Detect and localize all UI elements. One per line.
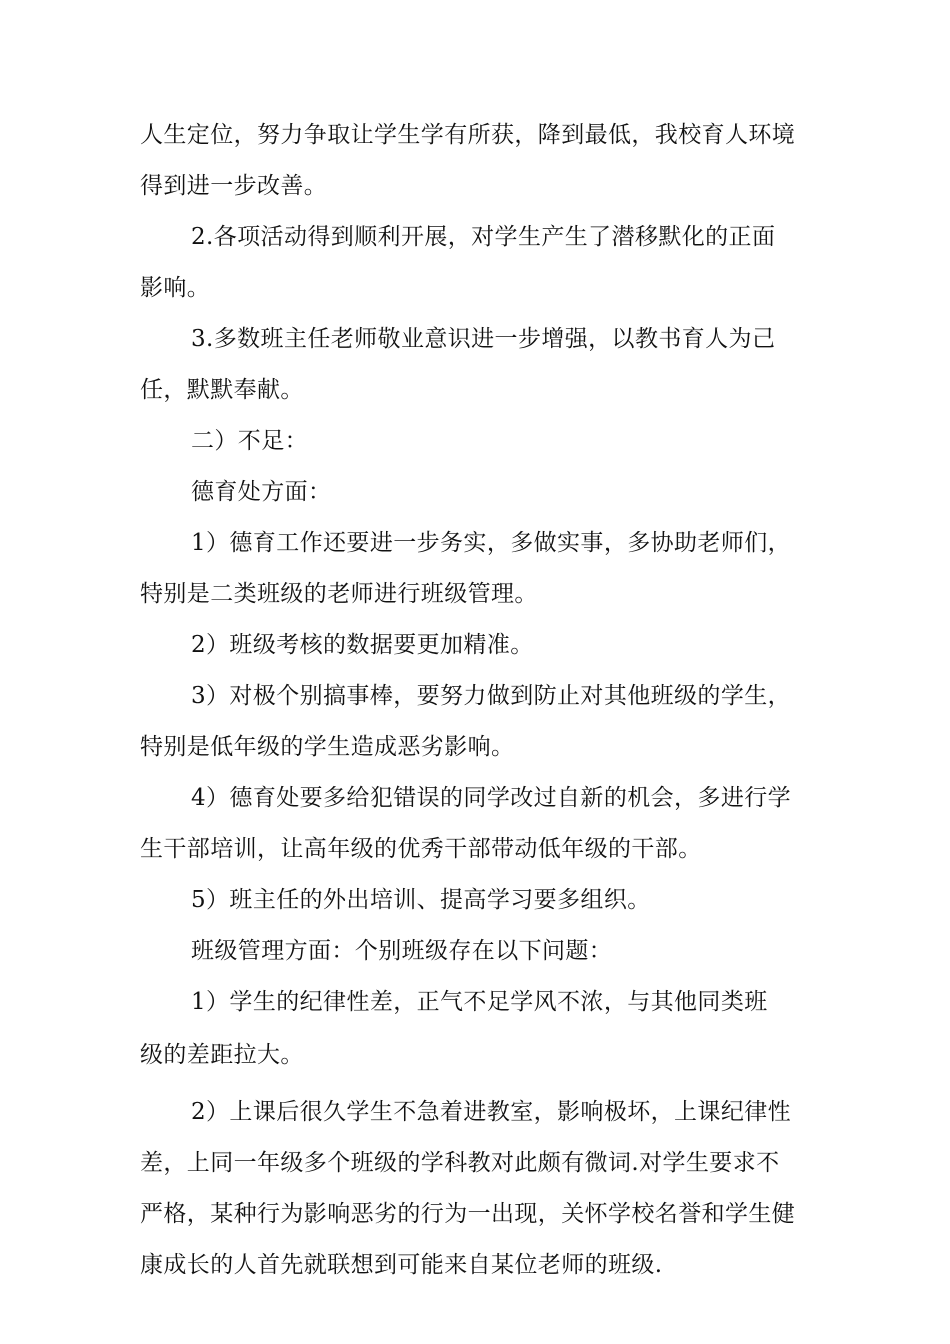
text-line: 级的差距拉大。: [140, 1042, 304, 1068]
text-line: 影响。: [140, 275, 211, 301]
text-line: 得到进一步改善。: [140, 173, 328, 199]
list-item-2: 2）上课后很久学生不急着进教室，影响极坏，上课纪律性: [191, 1099, 792, 1125]
list-item-2: 2）班级考核的数据要更加精准。: [191, 632, 534, 658]
list-item-4: 4）德育处要多给犯错误的同学改过自新的机会，多进行学: [191, 785, 792, 811]
list-item-3: 3）对极个别搞事棒，要努力做到防止对其他班级的学生，: [191, 683, 792, 709]
section-heading-shortcomings: 二）不足：: [191, 428, 308, 454]
text-line: 特别是二类班级的老师进行班级管理。: [140, 581, 538, 607]
list-item-2: 2.各项活动得到顺利开展，对学生产生了潜移默化的正面: [191, 224, 776, 250]
list-item-1: 1）学生的纪律性差，正气不足学风不浓，与其他同类班: [191, 989, 768, 1015]
text-line: 严格，某种行为影响恶劣的行为一出现，关怀学校名誉和学生健: [140, 1201, 796, 1227]
text-line: 任，默默奉献。: [140, 377, 304, 403]
subheading-class-management: 班级管理方面：个别班级存在以下问题：: [191, 938, 613, 964]
list-item-1: 1）德育工作还要进一步务实，多做实事，多协助老师们，: [191, 530, 792, 556]
text-line: 特别是低年级的学生造成恶劣影响。: [140, 734, 515, 760]
subheading-moral-education-office: 德育处方面：: [191, 479, 332, 505]
list-item-5: 5）班主任的外出培训、提高学习要多组织。: [191, 887, 651, 913]
list-item-3: 3.多数班主任老师敬业意识进一步增强，以教书育人为己: [191, 326, 776, 352]
text-line: 康成长的人首先就联想到可能来自某位老师的班级.: [140, 1252, 663, 1278]
text-line: 生干部培训，让高年级的优秀干部带动低年级的干部。: [140, 836, 702, 862]
text-line: 人生定位，努力争取让学生学有所获，降到最低，我校育人环境: [140, 122, 796, 148]
text-line: 差，上同一年级多个班级的学科教对此颇有微词.对学生要求不: [140, 1150, 780, 1176]
